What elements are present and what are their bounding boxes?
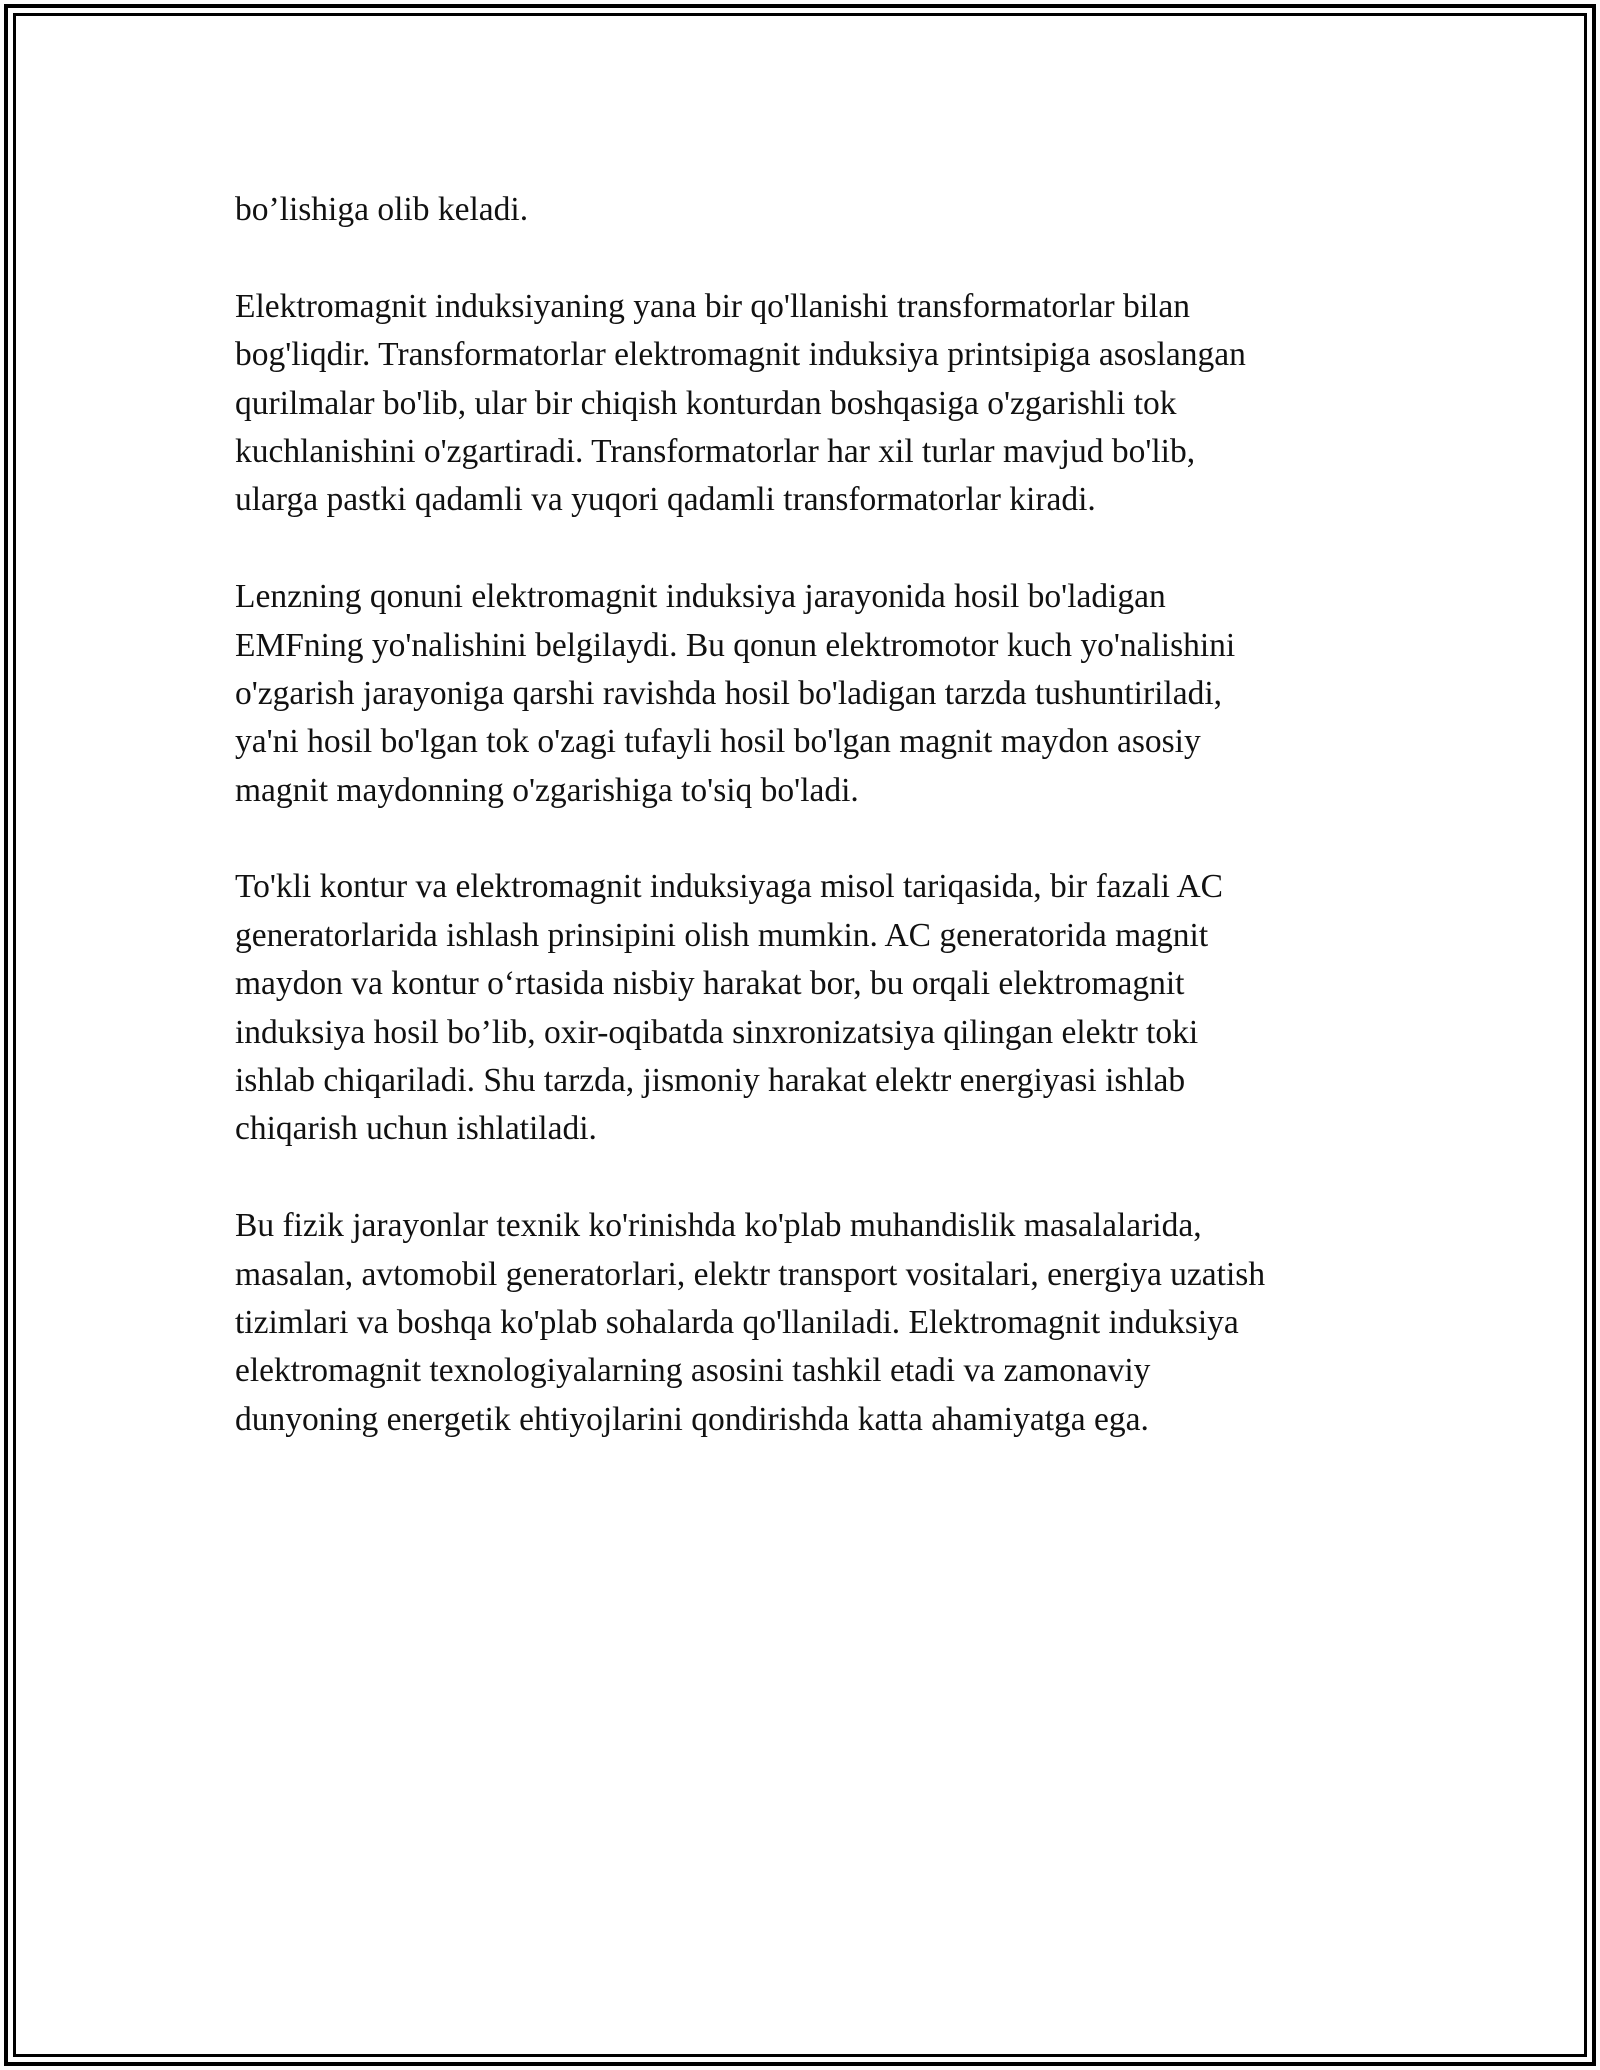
paragraph-spacer — [235, 1154, 1385, 1202]
text-line: Lenzning qonuni elektromagnit induksiya jarayonida hosil bo'ladigan — [235, 578, 1166, 616]
text-line: chiqarish uchun ishlatiladi. — [235, 1110, 597, 1148]
paragraph — [235, 573, 1385, 815]
text-line: magnit maydonning o'zgarishiga to'siq bo'ladi. — [235, 771, 859, 809]
text-line: ya'ni hosil bo'lgan tok o'zagi tufayli hosil bo'lgan magnit maydon asosiy — [235, 723, 1201, 761]
text-line: To'kli kontur va elektromagnit induksiyaga misol tariqasida, bir fazali AC — [235, 868, 1224, 906]
text-line: EMFning yo'nalishini belgilaydi. Bu qonun elektromotor kuch yo'nalishini — [235, 626, 1236, 664]
paragraph-spacer — [235, 815, 1385, 863]
text-line: maydon va kontur o‘rtasida nisbiy harakat bor, bu orqali elektromagnit — [235, 965, 1185, 1003]
text-line: Bu fizik jarayonlar texnik ko'rinishda ko'plab muhandislik masalalarida, — [235, 1207, 1202, 1245]
text-line: o'zgarish jarayoniga qarshi ravishda hosil bo'ladigan tarzda tushuntiriladi, — [235, 674, 1223, 712]
paragraph-spacer — [235, 234, 1385, 282]
text-line: dunyoning energetik ehtiyojlarini qondirishda katta ahamiyatga ega. — [235, 1400, 1149, 1438]
paragraph — [235, 863, 1385, 1153]
text-line: induksiya hosil bo’lib, oxir-oqibatda sinxronizatsiya qilingan elektr toki — [235, 1013, 1199, 1051]
text-line: bo’lishiga olib keladi. — [235, 191, 529, 228]
text-line: generatorlarida ishlash prinsipini olish mumkin. AC generatorida magnit — [235, 916, 1209, 954]
text-line: Elektromagnit induksiyaning yana bir qo'llanishi transformatorlar bilan — [235, 287, 1190, 325]
text-line: elektromagnit texnologiyalarning asosini tashkil etadi va zamonaviy — [235, 1352, 1151, 1390]
text-line: qurilmalar bo'lib, ular bir chiqish konturdan boshqasiga o'zgarishli tok — [235, 384, 1177, 422]
text-line: ishlab chiqariladi. Shu tarzda, jismoniy harakat elektr energiyasi ishlab — [235, 1062, 1186, 1100]
text-line: masalan, avtomobil generatorlari, elektr transport vositalari, energiya uzatish — [235, 1255, 1266, 1293]
text-line: kuchlanishini o'zgartiradi. Transformatorlar har xil turlar mavjud bo'lib, — [235, 432, 1196, 470]
paragraph — [235, 186, 1385, 234]
text-line: ularga pastki qadamli va yuqori qadamli transformatorlar kiradi. — [235, 481, 1096, 519]
document-body — [235, 186, 1385, 1444]
paragraph — [235, 283, 1385, 525]
text-line: bog'liqdir. Transformatorlar elektromagnit induksiya printsipiga asoslangan — [235, 336, 1246, 374]
text-line: tizimlari va boshqa ko'plab sohalarda qo'llaniladi. Elektromagnit induksiya — [235, 1303, 1239, 1341]
paragraph-spacer — [235, 525, 1385, 573]
paragraph — [235, 1202, 1385, 1444]
